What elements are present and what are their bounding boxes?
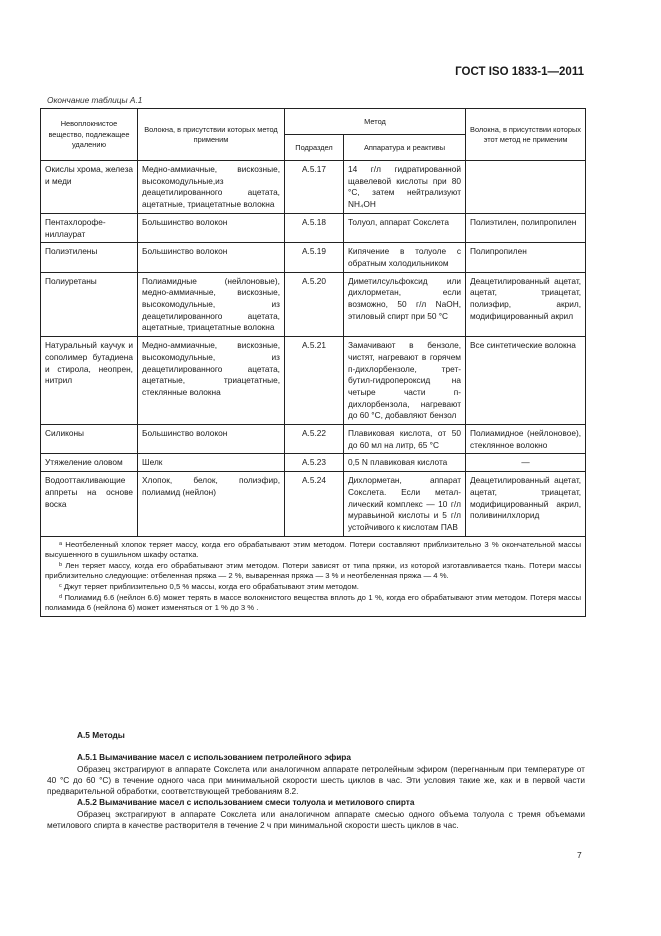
section-methods bbox=[47, 730, 585, 831]
table-note bbox=[45, 593, 581, 614]
cell-substance: Полиэтилены bbox=[41, 243, 138, 272]
cell-substance: Утяжеление оловом bbox=[41, 454, 138, 472]
subsection-heading: А.5.2 Вымачивание масел с использованием смеси толуола и метилового спирта bbox=[77, 797, 415, 808]
cell-subsection: А.5.23 bbox=[285, 454, 344, 472]
note-mark: с bbox=[59, 583, 62, 590]
cell-apparatus: Дихлорметан, аппарат Сокслета. Если металлический комплекс — 10 г/л муравьиной кислоты и 5 г/л устойчивого к кислотам ПАВ bbox=[344, 472, 466, 537]
cell-fibers-applicable: Полиамидные (нейлоновые), медно-аммиачные, вискозные, высокомодульные, из деацетилированного ацетата, ацетатные, триацетатные волокна bbox=[138, 272, 285, 337]
cell-fibers-applicable: Большинство волокон bbox=[138, 213, 285, 242]
note-text: Лен теряет массу, когда его обрабатывают этим методом. Потери зависят от типа пряжи, из которой изготавливается ткань. Потери массы приблизительно следующие: отбеленная пряжа — 2 %, вываренная пряжа — 3 % и неотбеленная пряжа — 4 %. bbox=[45, 560, 582, 581]
cell-apparatus: Плавиковая кислота, от 50 до 60 мл на литр, 65 °С bbox=[344, 425, 466, 454]
table-row bbox=[41, 213, 586, 242]
header-fibers-not-applicable: Волокна, в присутствии которых этот метод не применим bbox=[466, 109, 586, 161]
note-mark: b bbox=[59, 561, 63, 568]
fibers-table bbox=[40, 108, 586, 617]
table-caption: Окончание таблицы А.1 bbox=[47, 95, 143, 105]
document-header: ГОСТ ISO 1833-1—2011 bbox=[455, 66, 584, 78]
table-row bbox=[41, 272, 586, 337]
table-row bbox=[41, 243, 586, 272]
cell-apparatus: 0,5 N плавиковая кислота bbox=[344, 454, 466, 472]
table-row bbox=[41, 337, 586, 425]
cell-substance: Силиконы bbox=[41, 425, 138, 454]
cell-apparatus: Диметилсульфоксид или дихлорметан, если возможно, 50 г/л NaOH, этиловый спирт при 50 °С bbox=[344, 272, 466, 337]
header-method: Метод bbox=[285, 109, 466, 135]
note-mark: d bbox=[59, 593, 63, 600]
header-fibers-applicable: Волокна, в присутствии которых метод применим bbox=[138, 109, 285, 161]
cell-subsection: А.5.18 bbox=[285, 213, 344, 242]
cell-substance: Окислы хрома, железа и меди bbox=[41, 161, 138, 214]
note-text: Джут теряет приблизительно 0,5 % массы, когда его обрабатывают этим методом. bbox=[63, 582, 359, 592]
table-header-row bbox=[41, 109, 586, 135]
cell-apparatus: Толуол, аппарат Сокслета bbox=[344, 213, 466, 242]
table-row bbox=[41, 161, 586, 214]
cell-fibers-applicable: Медно-аммиачные, вискозные, высокомодульные, из деацетилированного ацетата, ацетатные, триацетатные, стеклянные волокна bbox=[138, 337, 285, 425]
cell-subsection: А.5.21 bbox=[285, 337, 344, 425]
cell-fibers-applicable: Большинство волокон bbox=[138, 243, 285, 272]
paragraph: Образец экстрагируют в аппарате Сокслета или аналогичном аппарате петролейным эфиром (перегнанным при температуре от 40 °С до 60 °С) в течение одного часа при минимальной скорости шесть циклов в час. Эти условия такие же, как и в первой части предварительной обработки, соответствующей требованиям 8.2. bbox=[47, 763, 585, 797]
cell-fibers-not-applicable: Все синтетические волокна bbox=[466, 337, 586, 425]
table-row bbox=[41, 472, 586, 537]
table-row bbox=[41, 454, 586, 472]
table-note bbox=[45, 582, 581, 593]
cell-subsection: А.5.17 bbox=[285, 161, 344, 214]
cell-fibers-applicable: Хлопок, белок, полиэфир, полиамид (нейлон) bbox=[138, 472, 285, 537]
page-number: 7 bbox=[577, 850, 582, 860]
cell-substance: Пентахлорофениллаурат bbox=[41, 213, 138, 242]
cell-substance: Водооттакливающие аппреты на основе воска bbox=[41, 472, 138, 537]
cell-subsection: А.5.19 bbox=[285, 243, 344, 272]
cell-fibers-applicable: Медно-аммиачные, вискозные, высокомодульные,из деацетилированного ацетата, ацетатные, триацетатные волокна bbox=[138, 161, 285, 214]
cell-substance: Натуральный каучук и сополимер бутадиена и стирола, неопрен, нитрил bbox=[41, 337, 138, 425]
cell-subsection: А.5.20 bbox=[285, 272, 344, 337]
cell-fibers-not-applicable: Полипропилен bbox=[466, 243, 586, 272]
table-note bbox=[45, 540, 581, 561]
cell-apparatus: Замачивают в бензоле, чистят, нагревают в горячем п-дихлорбензоле, трет-бутил-гидропероксид на четыре части п-дихлорбензола, нагревают до 60 °С, добавляют бензол bbox=[344, 337, 466, 425]
cell-fibers-applicable: Шелк bbox=[138, 454, 285, 472]
cell-fibers-not-applicable: Полиамидное (нейлоновое), стеклянное волокно bbox=[466, 425, 586, 454]
cell-fibers-applicable: Большинство волокон bbox=[138, 425, 285, 454]
paragraph: Образец экстрагируют в аппарате Сокслета или аналогичном аппарате смесью одного объема толуола с тремя объемами метилового спирта в качестве растворителя в течение 2 ч при минимальной скорости шесть циклов в час. bbox=[47, 808, 585, 831]
cell-apparatus: Кипячение в толуоле с обратным холодильником bbox=[344, 243, 466, 272]
header-subsection: Подраздел bbox=[285, 135, 344, 161]
cell-fibers-not-applicable: Полиэтилен, полипропилен bbox=[466, 213, 586, 242]
cell-fibers-not-applicable: — bbox=[466, 454, 586, 472]
table-row bbox=[41, 425, 586, 454]
cell-subsection: А.5.24 bbox=[285, 472, 344, 537]
cell-fibers-not-applicable bbox=[466, 161, 586, 214]
subsection-heading: А.5.1 Вымачивание масел с использованием петролейного эфира bbox=[77, 752, 351, 763]
table-note bbox=[45, 561, 581, 582]
note-text: Неотбеленный хлопок теряет массу, когда его обрабатывают этим методом. Потери составляют приблизительно 3 % окончательной массы высушенного в сушильном шкафу остатка. bbox=[45, 539, 582, 560]
header-substance: Невоплокнистое вещество, подлежащее удалению bbox=[41, 109, 138, 161]
section-title: А.5 Методы bbox=[77, 730, 125, 740]
cell-substance: Полиуретаны bbox=[41, 272, 138, 337]
cell-fibers-not-applicable: Деацетилированный ацетат, ацетат, триацетат, полиэфир, акрил, модифицированный акрил bbox=[466, 272, 586, 337]
cell-fibers-not-applicable: Деацетилированный ацетат, ацетат, триацетат, модифицированный акрил, поливинилхлорид bbox=[466, 472, 586, 537]
note-mark: а bbox=[59, 540, 63, 547]
note-text: Полиамид 6.6 (нейлон 6.6) может терять в массе волокнистого вещества вплоть до 1 %, когда его обрабатывают этим методом. Потеря массы полиамида 6 (нейлона 6) может изменяться от 1 % до 3 % . bbox=[45, 592, 582, 613]
table-notes bbox=[41, 536, 586, 616]
cell-subsection: А.5.22 bbox=[285, 425, 344, 454]
header-apparatus: Аппаратура и реактивы bbox=[344, 135, 466, 161]
cell-apparatus: 14 г/л гидратированной щавелевой кислоты при 80 °С, затем нейтрализуют NH₄OH bbox=[344, 161, 466, 214]
table-notes-row bbox=[41, 536, 586, 616]
